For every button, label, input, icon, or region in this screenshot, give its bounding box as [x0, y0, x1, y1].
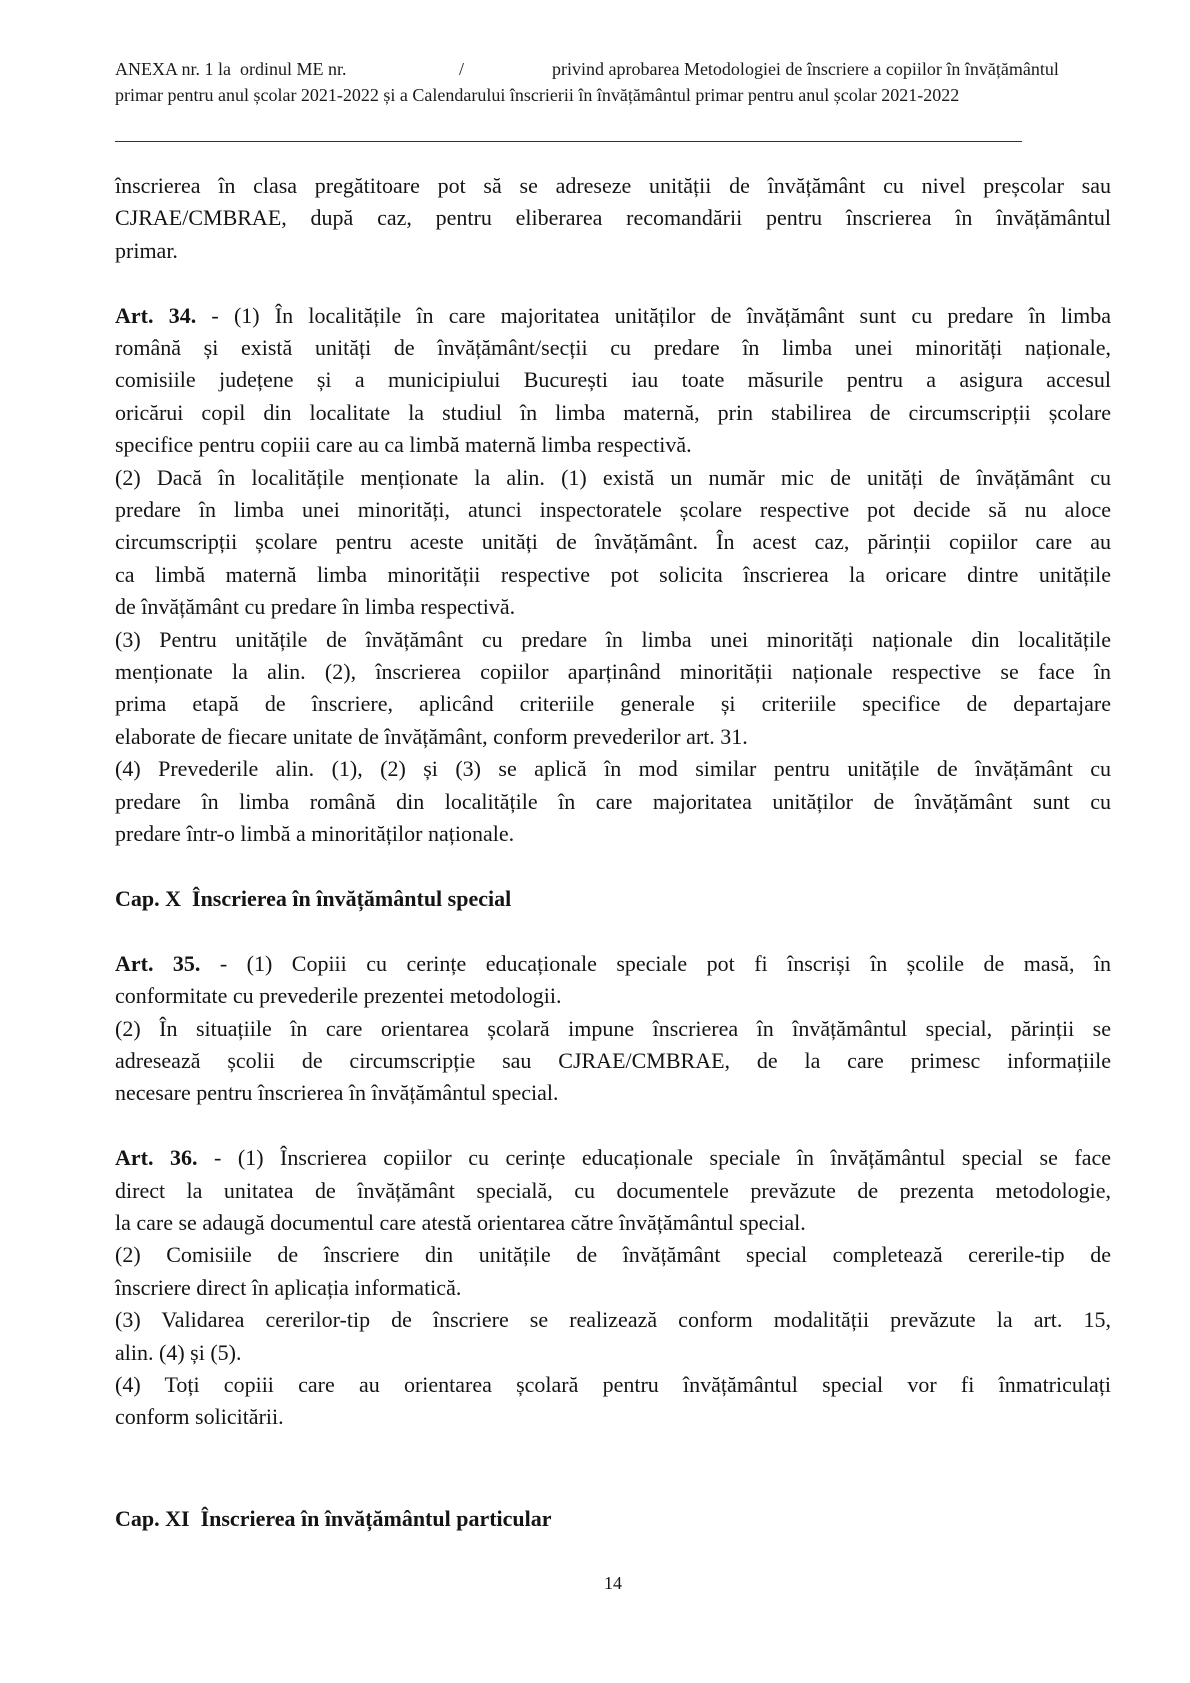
text-line	[115, 1142, 1111, 1174]
chapter-heading: Cap. XI Înscrierea în învățământul particular	[115, 1505, 552, 1531]
text-line: CJRAE/CMBRAE, după caz, pentru eliberarea recomandării pentru înscrierea în învățământul	[115, 205, 1111, 231]
text-line: elaborate de fiecare unitate de învățământ, conform prevederilor art. 31.	[115, 723, 748, 749]
text-line: oricărui copil din localitate la studiul în limba maternă, prin stabilirea de circumscripții școlare	[115, 399, 1111, 425]
header-title-part2: primar pentru anul școlar 2021-2022 și a Calendarului înscrierii în învățământul primar pentru anul școlar 2021-2022	[115, 85, 960, 105]
text-span: - (1) Copiii cu cerințe educaționale speciale pot fi înscriși în școlile de masă, în	[200, 950, 1112, 976]
text-line: predare în limba română din localitățile în care majoritatea unităților de învățământ sunt cu	[115, 788, 1111, 814]
text-line: conform solicitării.	[115, 1404, 284, 1430]
text-line: comisiile județene și a municipiului București iau toate măsurile pentru a asigura accesul	[115, 367, 1111, 393]
article-label: Art. 35.	[115, 950, 201, 976]
text-line: înscrierea în clasa pregătitoare pot să se adreseze unității de învățământ cu nivel preșcolar sau	[115, 173, 1111, 198]
article-35	[115, 948, 1111, 1110]
text-line: circumscripții școlare pentru aceste unități de învățământ. În acest caz, părinții copiilor care au	[115, 529, 1111, 555]
paragraph	[115, 753, 1111, 850]
text-span: - (1) În localitățile în care majoritatea unităților de învățământ sunt cu predare în limba	[196, 302, 1111, 328]
article-label: Art. 36.	[115, 1145, 198, 1171]
text-line: (4) Prevederile alin. (1), (2) și (3) se aplică în mod similar pentru unitățile de învățământ cu	[115, 756, 1111, 782]
text-line: română și există unități de învățământ/secții cu predare în limba unei minorități naționale,	[115, 335, 1111, 361]
paragraph	[115, 1304, 1111, 1369]
text-line: (4) Toți copiii care au orientarea școlară pentru învățământul special vor fi înmatriculați	[115, 1371, 1111, 1397]
paragraph	[115, 300, 1111, 462]
text-line	[115, 948, 1111, 980]
header-rule	[115, 141, 1022, 142]
paragraph-intro	[115, 170, 1111, 267]
text-line: conformitate cu prevederile prezentei metodologii.	[115, 983, 562, 1009]
text-line: direct la unitatea de învățământ specială, cu documentele prevăzute de prezenta metodologie,	[115, 1177, 1111, 1203]
text-line: specifice pentru copiii care au ca limbă maternă limba respectivă.	[115, 432, 692, 458]
header-slash: /	[459, 59, 465, 79]
document-body	[115, 170, 1111, 1535]
text-line: primar.	[115, 237, 178, 263]
text-line: de învățământ cu predare în limba respectivă.	[115, 594, 516, 620]
paragraph	[115, 1013, 1111, 1110]
text-line: menționate la alin. (2), înscrierea copiilor aparținând minorității naționale respective se face în	[115, 659, 1111, 685]
paragraph	[115, 462, 1111, 624]
paragraph	[115, 1239, 1111, 1304]
text-line: predare într-o limbă a minorităților naționale.	[115, 821, 515, 847]
text-line: predare în limba unei minorități, atunci inspectoratele școlare respective pot decide să nu aloce	[115, 497, 1111, 523]
paragraph	[115, 1369, 1111, 1434]
text-line: (3) Validarea cererilor-tip de înscriere se realizează conform modalității prevăzute la art. 15,	[115, 1307, 1111, 1333]
text-line: (2) În situațiile în care orientarea școlară impune înscrierea în învățământul special, părinții se	[115, 1015, 1111, 1041]
text-line	[115, 300, 1111, 332]
text-line: (3) Pentru unitățile de învățământ cu predare în limba unei minorități naționale din localitățile	[115, 626, 1111, 652]
paragraph	[115, 948, 1111, 1013]
article-34	[115, 300, 1111, 851]
article-label: Art. 34.	[115, 302, 197, 328]
text-line: ca limbă maternă limba minorității respective pot solicita înscrierea la oricare dintre unitățile	[115, 561, 1111, 587]
paragraph	[115, 624, 1111, 754]
chapter-heading: Cap. X Înscrierea în învățământul special	[115, 885, 512, 911]
paragraph	[115, 1142, 1111, 1239]
text-line: (2) Dacă în localitățile menționate la alin. (1) există un număr mic de unități de învățământ cu	[115, 464, 1111, 490]
text-line: adresează școlii de circumscripție sau CJRAE/CMBRAE, de la care primesc informațiile	[115, 1047, 1111, 1073]
text-line: înscriere direct în aplicația informatică.	[115, 1274, 462, 1300]
header-annex-reference: ANEXA nr. 1 la ordinul ME nr.	[115, 59, 347, 79]
text-line: prima etapă de înscriere, aplicând criteriile generale și criteriile specifice de departajare	[115, 691, 1111, 717]
article-36	[115, 1142, 1111, 1434]
text-line: necesare pentru înscrierea în învățământul special.	[115, 1080, 559, 1106]
text-span: - (1) Înscrierea copiilor cu cerințe educaționale speciale în învățământul special se face	[197, 1145, 1111, 1171]
text-line: alin. (4) și (5).	[115, 1339, 242, 1365]
text-line: (2) Comisiile de înscriere din unitățile de învățământ special completează cererile-tip de	[115, 1242, 1111, 1268]
page-number: 14	[604, 1573, 622, 1593]
header-title-part1: privind aprobarea Metodologiei de înscriere a copiilor în învățământul	[552, 59, 1059, 79]
text-line: la care se adaugă documentul care atestă orientarea către învățământul special.	[115, 1209, 806, 1235]
